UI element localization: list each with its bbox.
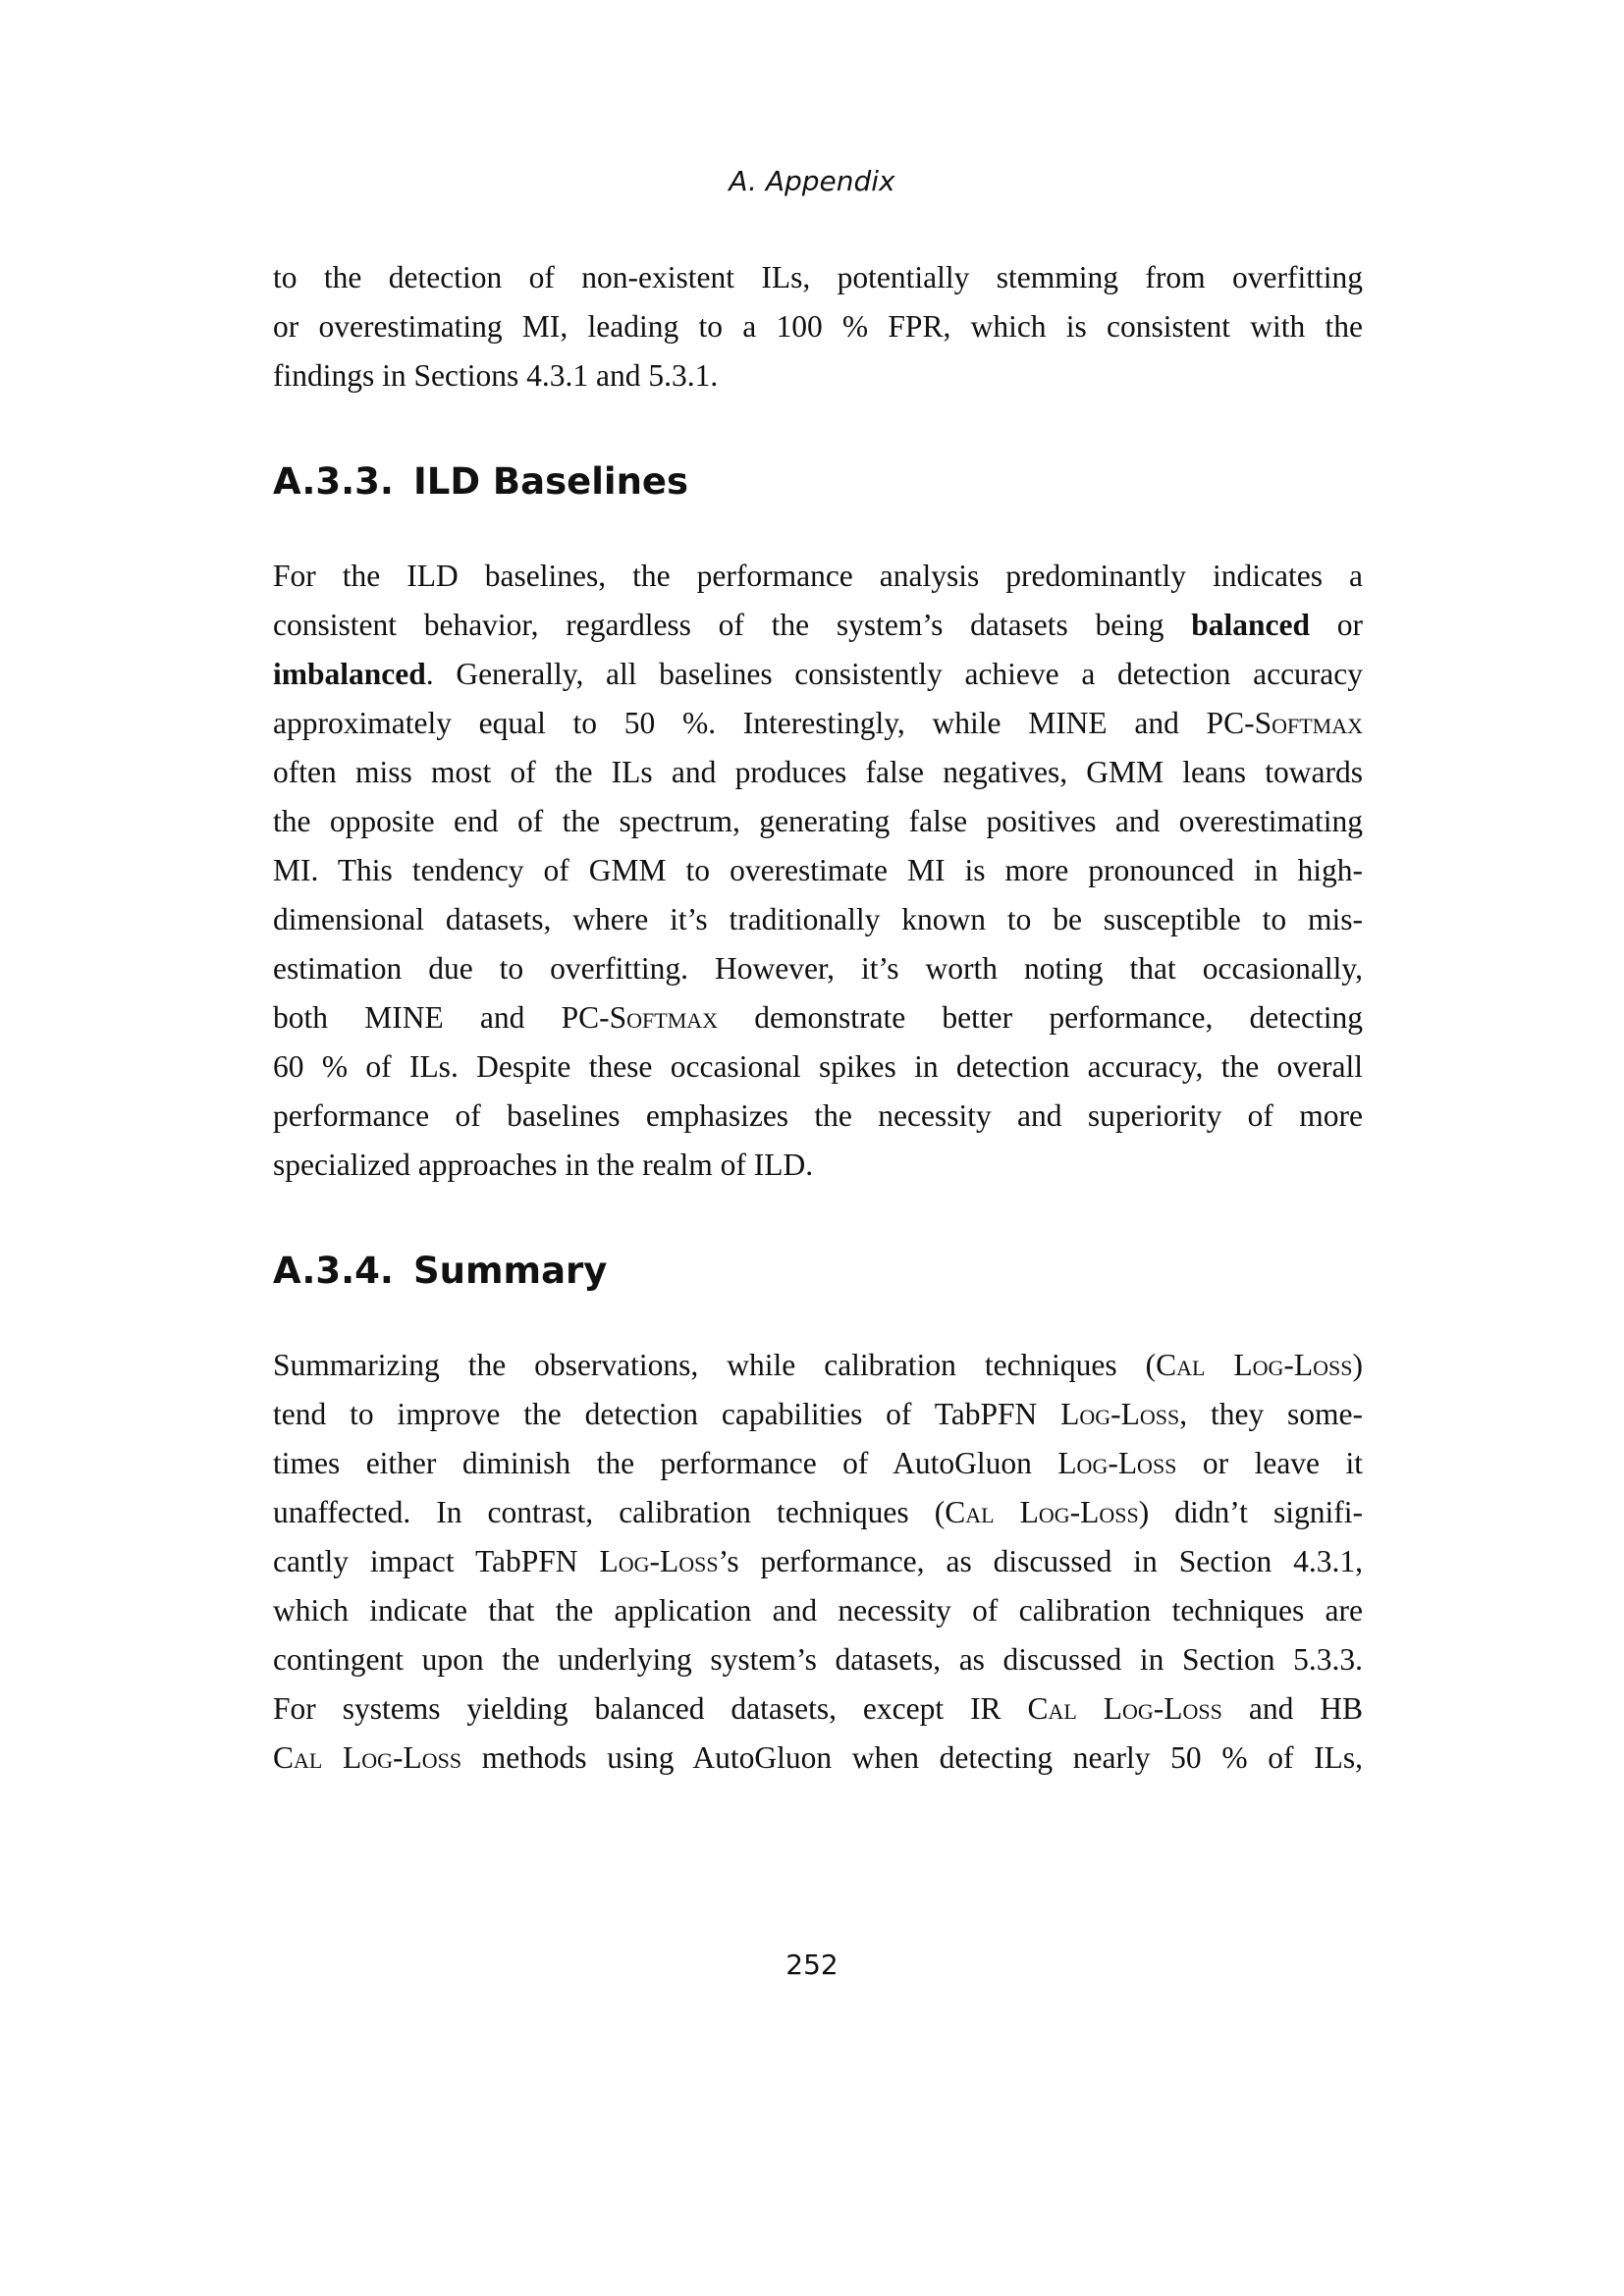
section-heading-a34 [273,1247,1363,1296]
section-title: ILD Baselines [412,460,689,503]
text-line: Summarizing the observations, while calibration techniques (Cal Log-Loss) [273,1348,1363,1382]
text-line: tend to improve the detection capabilities of TabPFN Log-Loss, they some- [273,1397,1364,1431]
text-line: Cal Log-Loss methods using AutoGluon when detecting nearly 50 % of ILs, [273,1740,1363,1775]
text-line: For systems yielding balanced datasets, except IR Cal Log-Loss and HB [273,1691,1364,1726]
page-content [273,253,1363,1783]
text-line: findings in Sections 4.3.1 and 5.3.1. [273,358,719,393]
text-line: which indicate that the application and necessity of calibration techniques are [273,1593,1363,1628]
running-head: A. Appendix [729,165,895,197]
section-number: A.3.4. [273,1250,394,1292]
text-line: times either diminish the performance of AutoGluon Log-Loss or leave it [273,1446,1363,1480]
text-line: the opposite end of the spectrum, generating false positives and overestimating [273,804,1363,838]
text-line: often miss most of the ILs and produces false negatives, GMM leans towards [273,755,1363,789]
text-line: dimensional datasets, where it’s traditionally known to be susceptible to mis- [273,902,1363,936]
text-line: approximately equal to 50 %. Interestingly, while MINE and PC-Softmax [273,706,1363,740]
text-line: both MINE and PC-Softmax demonstrate better performance, detecting [273,1000,1364,1035]
text-line: unaffected. In contrast, calibration techniques (Cal Log-Loss) didn’t signifi- [273,1495,1363,1529]
text-line: performance of baselines emphasizes the necessity and superiority of more [273,1098,1363,1133]
text-line: MI. This tendency of GMM to overestimate MI is more pronounced in high- [273,853,1363,887]
text-line: estimation due to overfitting. However, it’s worth noting that occasionally, [273,951,1363,986]
text-line: For the ILD baselines, the performance analysis predominantly indicates a [273,559,1363,593]
text-line: 60 % of ILs. Despite these occasional spikes in detection accuracy, the overall [273,1049,1363,1084]
page-number: 252 [785,1949,839,1981]
ild-baselines-paragraph [273,552,1363,1190]
section-number: A.3.3. [273,460,394,503]
section-title: Summary [412,1250,608,1292]
text-line: to the detection of non-existent ILs, potentially stemming from overfitting [273,260,1363,294]
text-line: contingent upon the underlying system’s datasets, as discussed in Section 5.3.3. [273,1642,1363,1677]
text-line: or overestimating MI, leading to a 100 % FPR, which is consistent with the [273,309,1363,344]
summary-paragraph [273,1341,1363,1783]
intro-paragraph [273,253,1363,400]
text-line: specialized approaches in the realm of ILD. [273,1148,814,1182]
text-line: cantly impact TabPFN Log-Loss’s performance, as discussed in Section 4.3.1, [273,1544,1364,1578]
text-line: consistent behavior, regardless of the system’s datasets being balanced or [273,608,1364,642]
text-line: imbalanced. Generally, all baselines consistently achieve a detection accuracy [273,657,1363,691]
section-heading-a33 [273,457,1363,507]
